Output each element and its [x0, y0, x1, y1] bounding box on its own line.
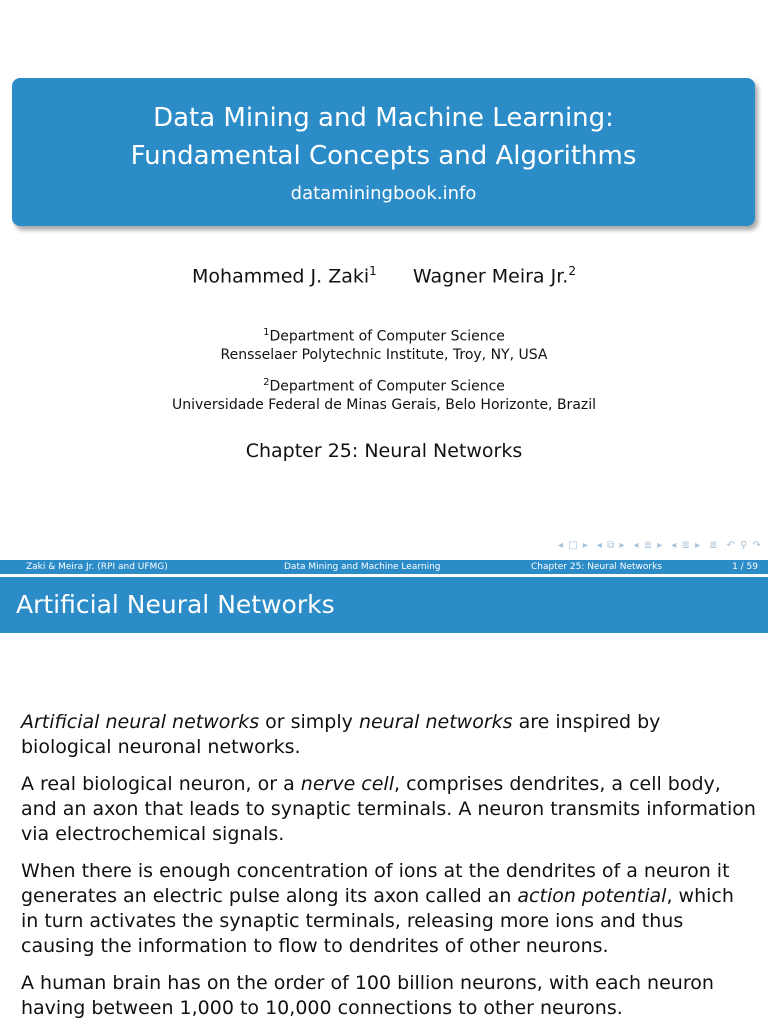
footer-book-title: Data Mining and Machine Learning — [284, 562, 441, 572]
frame-nav — [558, 540, 589, 551]
section-next-icon[interactable]: ▸ — [657, 540, 664, 551]
redo-icon[interactable]: ↷ — [752, 540, 762, 551]
footer-page-number: 1 / 59 — [732, 562, 758, 572]
outline-icon[interactable]: ≣ — [709, 540, 719, 551]
author-1-sup: 1 — [369, 264, 377, 278]
section-icon[interactable]: ≣ — [643, 540, 654, 551]
affiliation-1-institution: Rensselaer Polytechnic Institute, Troy, NY, USA — [220, 346, 548, 363]
search-nav — [727, 540, 762, 551]
affiliation-2-institution: Universidade Federal de Minas Gerais, Belo Horizonte, Brazil — [171, 396, 597, 413]
affiliation-1-sup: 1 — [263, 327, 270, 338]
paragraph-4-text: A human brain has on the order of 100 billion neurons, with each neuron having between 1,000 to 10,000 connections to other neurons. — [21, 972, 714, 1019]
document-icon[interactable]: ≣ — [681, 540, 691, 551]
title-line-1: Data Mining and Machine Learning: — [153, 103, 614, 133]
section-nav — [633, 540, 663, 551]
paragraph-2 — [21, 772, 756, 847]
paragraph-2-text-b: , comprises dendrites, a cell body, and an axon that leads to synaptic terminals. A neuron transmits information via electrochemical signals. — [21, 773, 756, 845]
subsection-icon[interactable]: ⧉ — [607, 540, 616, 551]
beamer-navigation — [558, 540, 762, 551]
affiliation-2-sup: 2 — [263, 377, 270, 388]
authors — [0, 264, 768, 287]
paragraph-4 — [21, 971, 756, 1021]
affiliation-1-dept: Department of Computer Science — [269, 328, 505, 345]
author-1: Mohammed J. Zaki — [192, 265, 370, 288]
frame-next-icon[interactable]: ▸ — [582, 540, 589, 551]
document-nav — [671, 540, 701, 551]
frame-title: Artificial Neural Networks — [0, 577, 768, 633]
document-next-icon[interactable]: ▸ — [695, 540, 702, 551]
title-box — [12, 78, 755, 226]
author-2-sup: 2 — [568, 264, 576, 278]
book-url: dataminingbook.info — [290, 183, 477, 204]
document-prev-icon[interactable]: ◂ — [671, 540, 678, 551]
paragraph-3-text-a: When there is enough concentration of ions at the dendrites of a neuron it generates an electric pulse along its axon called an — [21, 860, 730, 907]
paragraph-1-text-b: are inspired by biological neuronal networks. — [21, 711, 661, 758]
paragraph-3-text-b: , which in turn activates the synaptic terminals, releasing more ions and thus causing the information to flow to dendrites of other neurons. — [21, 885, 734, 957]
affiliation-2 — [0, 374, 768, 414]
undo-icon[interactable]: ↶ — [726, 540, 736, 551]
slide-content — [21, 710, 756, 1033]
paragraph-2-text-a: A real biological neuron, or a — [21, 773, 301, 795]
paragraph-1 — [21, 710, 756, 760]
frame-prev-icon[interactable]: ◂ — [558, 540, 565, 551]
subsection-prev-icon[interactable]: ◂ — [596, 540, 603, 551]
emphasis-action-potential: action potential — [517, 885, 667, 907]
affiliation-2-dept: Department of Computer Science — [269, 378, 505, 395]
paragraph-3 — [21, 859, 756, 959]
paragraph-1-text-a: or simply — [259, 711, 359, 733]
search-icon[interactable]: ⚲ — [740, 540, 749, 551]
chapter-title: Chapter 25: Neural Networks — [245, 440, 523, 462]
title-line-2: Fundamental Concepts and Algorithms — [130, 141, 637, 171]
author-2: Wagner Meira Jr. — [412, 265, 569, 288]
subsection-nav — [597, 540, 626, 551]
emphasis-neural-networks: neural networks — [358, 711, 513, 733]
emphasis-artificial-neural-networks: Artificial neural networks — [21, 711, 260, 733]
emphasis-nerve-cell: nerve cell — [300, 773, 394, 795]
frame-icon[interactable]: □ — [568, 540, 579, 551]
footer-chapter: Chapter 25: Neural Networks — [531, 562, 663, 572]
section-prev-icon[interactable]: ◂ — [633, 540, 640, 551]
affiliation-1 — [0, 324, 768, 364]
slide-footer — [0, 560, 768, 574]
subsection-next-icon[interactable]: ▸ — [619, 540, 626, 551]
footer-authors: Zaki & Meira Jr. (RPI and UFMG) — [26, 562, 168, 572]
